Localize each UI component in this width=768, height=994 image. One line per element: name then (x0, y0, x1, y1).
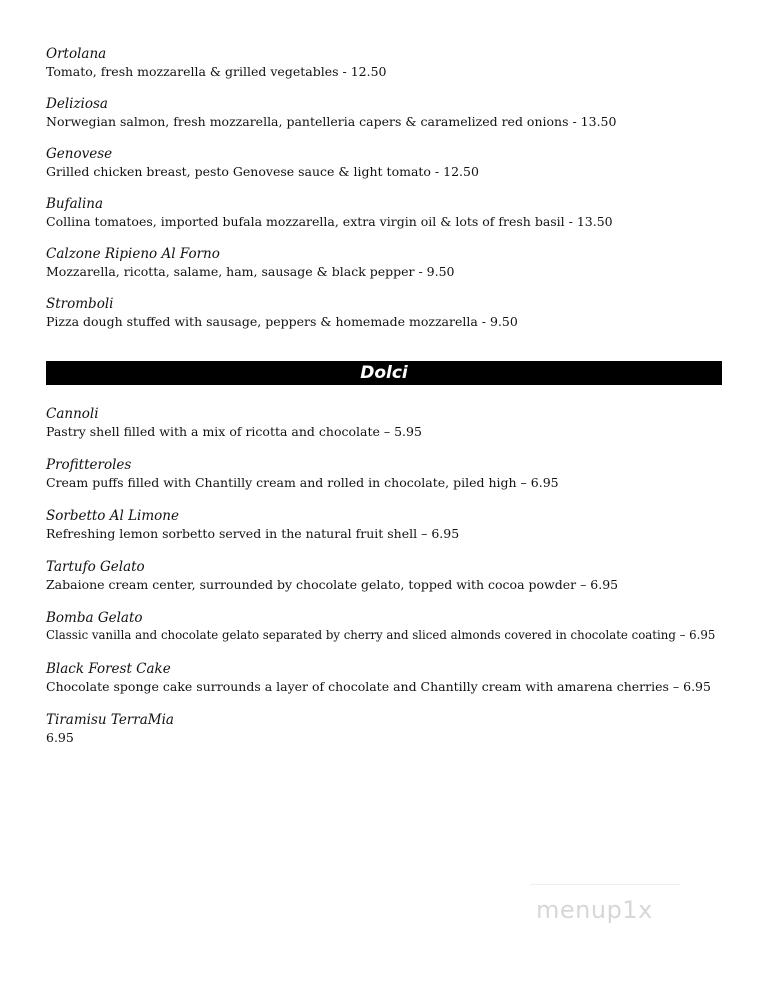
menu-item (46, 96, 722, 130)
item-name: Stromboli (46, 296, 114, 312)
item-name: Profitteroles (46, 457, 132, 473)
item-description: 6.95 (46, 730, 74, 745)
item-name: Bufalina (46, 196, 104, 212)
item-description: Zabaione cream center, surrounded by chocolate gelato, topped with cocoa powder – 6.95 (46, 577, 619, 592)
item-name: Deliziosa (46, 96, 108, 112)
menu-item (46, 406, 722, 440)
menu-item (46, 46, 722, 80)
item-name: Calzone Ripieno Al Forno (46, 246, 220, 262)
item-description: Tomato, fresh mozzarella & grilled vegetables - 12.50 (46, 64, 387, 79)
menu-item (46, 508, 722, 542)
item-description: Cream puffs filled with Chantilly cream and rolled in chocolate, piled high – 6.95 (46, 475, 559, 490)
item-description: Collina tomatoes, imported bufala mozzarella, extra virgin oil & lots of fresh basil - 13.50 (46, 214, 613, 229)
item-name: Bomba Gelato (46, 610, 143, 626)
item-name: Black Forest Cake (46, 661, 171, 677)
section-title: Dolci (360, 363, 408, 383)
item-description: Chocolate sponge cake surrounds a layer of chocolate and Chantilly cream with amarena cherries – 6.95 (46, 679, 711, 694)
dolci-section (46, 406, 722, 746)
item-name: Tiramisu TerraMia (46, 712, 174, 728)
menu-item (46, 610, 722, 644)
section-header-bar (46, 361, 722, 385)
item-description: Pastry shell filled with a mix of ricotta and chocolate – 5.95 (46, 424, 422, 439)
item-description: Pizza dough stuffed with sausage, peppers & homemade mozzarella - 9.50 (46, 314, 518, 329)
item-description: Refreshing lemon sorbetto served in the natural fruit shell – 6.95 (46, 526, 460, 541)
item-description: Mozzarella, ricotta, salame, ham, sausage & black pepper - 9.50 (46, 264, 455, 279)
item-name: Sorbetto Al Limone (46, 508, 179, 524)
menu-item (46, 712, 722, 746)
item-name: Ortolana (46, 46, 107, 62)
watermark-logo: menup1x (536, 896, 653, 924)
menu-item (46, 146, 722, 180)
menu-page (46, 46, 722, 763)
item-description: Norwegian salmon, fresh mozzarella, pantelleria capers & caramelized red onions - 13.50 (46, 114, 617, 129)
item-description: Classic vanilla and chocolate gelato separated by cherry and sliced almonds covered in chocolate coating – 6.95 (46, 628, 716, 642)
item-name: Genovese (46, 146, 113, 162)
pizza-section (46, 46, 722, 330)
item-name: Cannoli (46, 406, 99, 422)
menu-item (46, 296, 722, 330)
menu-item (46, 457, 722, 491)
menu-item (46, 196, 722, 230)
item-name: Tartufo Gelato (46, 559, 145, 575)
item-description: Grilled chicken breast, pesto Genovese sauce & light tomato - 12.50 (46, 164, 479, 179)
menu-item (46, 661, 722, 695)
menu-item (46, 559, 722, 593)
menu-item (46, 246, 722, 280)
watermark-divider (530, 884, 680, 885)
